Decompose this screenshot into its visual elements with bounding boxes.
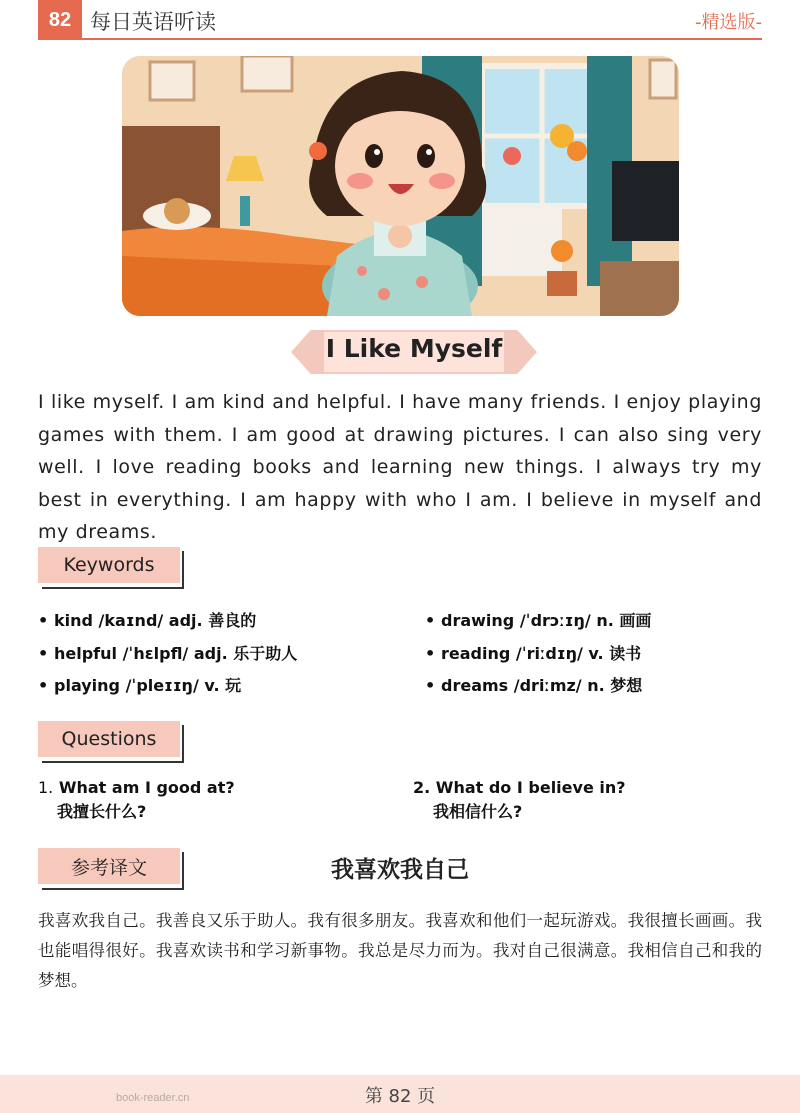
header-divider bbox=[38, 38, 762, 40]
keyword-text: reading /ˈriːdɪŋ/ v. 读书 bbox=[441, 644, 642, 663]
translation-label: 参考译文 bbox=[38, 848, 180, 884]
keyword-text: helpful /ˈhɛlpfl/ adj. 乐于助人 bbox=[54, 644, 298, 663]
page-number-badge: 82 bbox=[38, 0, 82, 40]
question-number: 2. bbox=[413, 778, 431, 797]
keyword-text: dreams /driːmz/ n. 梦想 bbox=[441, 676, 643, 695]
question-english: What am I good at? bbox=[58, 778, 235, 797]
edition-label: -精选版- bbox=[695, 12, 762, 33]
question-english: What do I believe in? bbox=[435, 778, 626, 797]
keyword-item: • playing /ˈpleɪɪŋ/ v. 玩 bbox=[38, 676, 242, 695]
book-title: 每日英语听读 bbox=[90, 10, 216, 34]
keyword-item: • drawing /ˈdrɔːɪŋ/ n. 画画 bbox=[425, 611, 652, 630]
translation-text: 我喜欢我自己。我善良又乐于助人。我有很多朋友。我喜欢和他们一起玩游戏。我很擅长画画。我也能唱得很好。我喜欢读书和学习新事物。我总是尽力而为。我对自己很满意。我相信自己和我的梦想。 bbox=[38, 911, 762, 990]
question-number: 1. bbox=[38, 778, 54, 797]
watermark: book-reader.cn bbox=[116, 1092, 190, 1104]
story-illustration bbox=[122, 56, 679, 316]
keyword-text: drawing /ˈdrɔːɪŋ/ n. 画画 bbox=[441, 611, 652, 630]
translation-heading: 我喜欢我自己 bbox=[331, 857, 469, 883]
page-header bbox=[38, 0, 762, 40]
question-chinese: 我相信什么? bbox=[433, 802, 523, 821]
keyword-text: playing /ˈpleɪɪŋ/ v. 玩 bbox=[54, 676, 242, 695]
keyword-item: • reading /ˈriːdɪŋ/ v. 读书 bbox=[425, 644, 642, 663]
keyword-text: kind /kaɪnd/ adj. 善良的 bbox=[54, 611, 257, 630]
keywords-label: Keywords bbox=[38, 547, 180, 583]
question-item bbox=[413, 778, 626, 822]
footer-page-number: 第 82 页 bbox=[364, 1086, 436, 1107]
story-passage: I like myself. I am kind and helpful. I have many friends. I enjoy playing games with them. I am good at drawing pictures. I can also sing very well. I love reading books and learning new things. I always try my best in everything. I am happy with who I am. I believe in myself and my dreams. bbox=[38, 391, 762, 543]
keyword-item: • kind /kaɪnd/ adj. 善良的 bbox=[38, 611, 257, 630]
girl-bedroom-illustration bbox=[122, 56, 679, 316]
questions-label: Questions bbox=[38, 721, 180, 757]
keyword-item: • helpful /ˈhɛlpfl/ adj. 乐于助人 bbox=[38, 644, 298, 663]
keyword-item: • dreams /driːmz/ n. 梦想 bbox=[425, 676, 643, 695]
question-chinese: 我擅长什么? bbox=[57, 802, 147, 821]
question-item bbox=[38, 778, 235, 822]
story-title: I Like Myself bbox=[325, 334, 503, 363]
